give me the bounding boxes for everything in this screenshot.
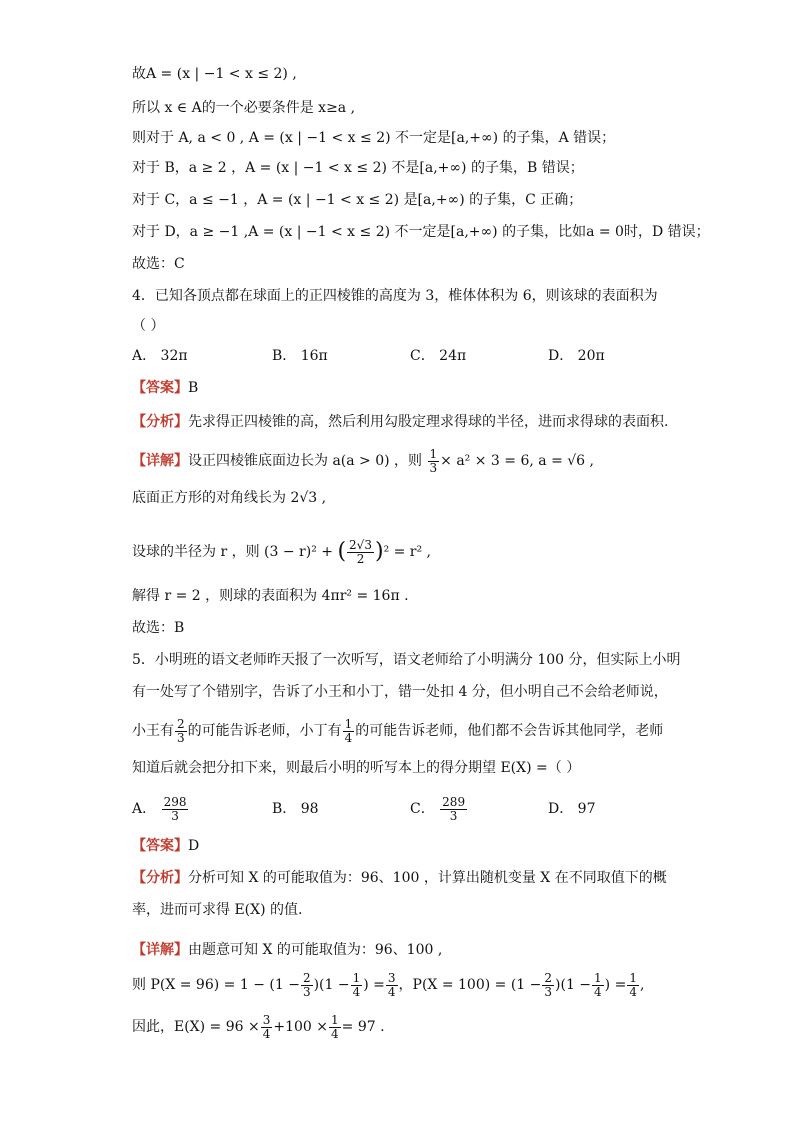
analysis-tag: 【分析】 bbox=[132, 870, 188, 886]
text-line: 故A = (x | −1 < x ≤ 2) , bbox=[132, 66, 297, 82]
detail-line bbox=[132, 940, 442, 960]
fraction bbox=[347, 539, 374, 566]
answer-line bbox=[132, 378, 198, 398]
fraction bbox=[440, 796, 467, 823]
fraction-numerator: 289 bbox=[442, 794, 466, 809]
fraction-denominator: 2 bbox=[356, 551, 365, 566]
math-text: , bbox=[639, 977, 645, 993]
math-text: )(1 − bbox=[555, 977, 592, 993]
fraction-denominator: 4 bbox=[262, 1026, 271, 1041]
text-line: 对于 C，a ≤ −1 ，A = (x | −1 < x ≤ 2) 是[a,+∞) 的子集，C 正确； bbox=[132, 192, 583, 208]
detail-text: × a² × 3 = 6, a = √6 , bbox=[440, 453, 594, 469]
answer-value: D bbox=[188, 838, 200, 854]
text-line: 故选：C bbox=[132, 256, 185, 272]
math-text: ，P(X = 100) = (1 − bbox=[398, 977, 542, 993]
detail-line bbox=[132, 446, 594, 476]
text-line: 故选：B bbox=[132, 620, 185, 636]
option-d: D． 97 bbox=[548, 801, 596, 817]
fraction bbox=[627, 972, 639, 999]
fraction-numerator: 1 bbox=[429, 446, 438, 461]
analysis-text: 先求得正四棱锥的高，然后利用勾股定理求得球的半径，进而求得球的表面积. bbox=[188, 414, 669, 430]
stem-text: 的可能告诉老师，他们都不会告诉其他同学，老师 bbox=[355, 723, 664, 739]
fraction-numerator: 2 bbox=[544, 970, 553, 985]
fraction-denominator: 3 bbox=[449, 808, 458, 823]
fraction-denominator: 3 bbox=[544, 984, 553, 999]
fraction-denominator: 4 bbox=[629, 984, 637, 999]
fraction-denominator: 3 bbox=[302, 984, 311, 999]
question-5-stem: 知道后就会把分扣下来，则最后小明的听写本上的得分期望 E(X) =（ ） bbox=[132, 760, 581, 776]
option-label: C． bbox=[410, 801, 435, 817]
fraction-denominator: 3 bbox=[171, 808, 179, 823]
fraction bbox=[329, 1014, 341, 1041]
fraction-denominator: 4 bbox=[594, 984, 602, 999]
fraction-numerator: 2 bbox=[177, 716, 185, 731]
option-d: D． 20π bbox=[548, 348, 605, 364]
text-line: 率，进而可求得 E(X) 的值. bbox=[132, 902, 303, 918]
question-5-stem: 5．小明班的语文老师昨天报了一次听写，语文老师给了小明满分 100 分，但实际上小明 bbox=[132, 652, 681, 668]
fraction-numerator: 1 bbox=[629, 970, 637, 985]
text-line: 底面正方形的对角线长为 2√3 , bbox=[132, 490, 327, 506]
fraction bbox=[175, 718, 187, 745]
paren-close: ) bbox=[374, 539, 384, 564]
radius-text: 设球的半径为 r ，则 (3 − r)² + bbox=[132, 544, 333, 560]
question-5-stem: 有一处写了个错别字，告诉了小王和小丁，错一处扣 4 分，但小明自己不会给老师说， bbox=[132, 684, 668, 700]
expectation-line bbox=[132, 1010, 385, 1044]
text-line: 所以 x ∈ A的一个必要条件是 x≥a , bbox=[132, 100, 356, 116]
question-4-stem: 4．已知各顶点都在球面上的正四棱锥的高度为 3，椎体体积为 6，则该球的表面积为 bbox=[132, 288, 658, 304]
math-text: 因此，E(X) = 96 × bbox=[132, 1019, 260, 1035]
answer-line bbox=[132, 836, 199, 856]
fraction-numerator: 3 bbox=[262, 1012, 271, 1027]
radius-line bbox=[132, 532, 431, 572]
fraction bbox=[162, 796, 189, 823]
paren-open: ( bbox=[337, 539, 347, 564]
fraction bbox=[351, 972, 363, 999]
fraction-numerator: 1 bbox=[344, 716, 353, 731]
fraction bbox=[261, 1014, 273, 1041]
fraction bbox=[592, 972, 604, 999]
fraction-numerator: 298 bbox=[163, 794, 187, 809]
detail-text: 设正四棱锥底面边长为 a(a > 0) ，则 bbox=[188, 453, 423, 469]
answer-tag: 【答案】 bbox=[132, 838, 188, 854]
math-text: )(1 − bbox=[313, 977, 350, 993]
fraction-denominator: 4 bbox=[387, 984, 396, 999]
fraction-numerator: 1 bbox=[352, 970, 361, 985]
fraction-numerator: 2 bbox=[302, 970, 311, 985]
analysis-line bbox=[132, 868, 667, 888]
detail-tag: 【详解】 bbox=[132, 453, 188, 469]
option-b: B． 16π bbox=[272, 348, 328, 364]
radius-text: ² = r² , bbox=[383, 544, 432, 560]
fraction-numerator: 1 bbox=[331, 1012, 339, 1027]
fraction bbox=[428, 448, 440, 475]
answer-paren: （ ） bbox=[132, 318, 165, 334]
text-line: 对于 D，a ≥ −1 ,A = (x | −1 < x ≤ 2) 不一定是[a,+∞) 的子集，比如a = 0时，D 错误； bbox=[132, 224, 710, 240]
fraction-denominator: 3 bbox=[177, 730, 185, 745]
fraction bbox=[301, 972, 313, 999]
option-a: A． 32π bbox=[132, 348, 188, 364]
fraction-numerator: 2√3 bbox=[349, 537, 372, 552]
fraction-denominator: 4 bbox=[352, 984, 361, 999]
stem-text: 小王有 bbox=[132, 723, 174, 739]
analysis-line bbox=[132, 412, 668, 432]
math-text: ) = bbox=[363, 977, 385, 993]
math-text: ) = bbox=[604, 977, 627, 993]
fraction-numerator: 1 bbox=[594, 970, 602, 985]
text-line: 则对于 A, a < 0 , A = (x | −1 < x ≤ 2) 不一定是[a,+∞) 的子集，A 错误； bbox=[132, 130, 616, 146]
answer-tag: 【答案】 bbox=[132, 380, 188, 396]
detail-text: 由题意可知 X 的可能取值为：96、100 , bbox=[188, 942, 443, 958]
option-a bbox=[132, 792, 189, 826]
probability-line bbox=[132, 968, 644, 1002]
option-c bbox=[410, 792, 468, 826]
math-text: = 97 . bbox=[341, 1019, 385, 1035]
text-line: 对于 B，a ≥ 2 ，A = (x | −1 < x ≤ 2) 不是[a,+∞) 的子集，B 错误； bbox=[132, 160, 584, 176]
fraction-denominator: 3 bbox=[429, 460, 438, 475]
analysis-text: 分析可知 X 的可能取值为：96、100 ，计算出随机变量 X 在不同取值下的概 bbox=[188, 870, 667, 886]
option-label: A． bbox=[132, 801, 157, 817]
detail-tag: 【详解】 bbox=[132, 942, 188, 958]
fraction-denominator: 4 bbox=[344, 730, 353, 745]
math-text: 则 P(X = 96) = 1 − (1 − bbox=[132, 977, 300, 993]
question-5-stem bbox=[132, 714, 663, 748]
text-line: 解得 r = 2 ，则球的表面积为 4πr² = 16π . bbox=[132, 588, 409, 604]
fraction bbox=[542, 972, 554, 999]
fraction-numerator: 3 bbox=[387, 970, 396, 985]
fraction-denominator: 4 bbox=[331, 1026, 339, 1041]
fraction bbox=[386, 972, 398, 999]
fraction bbox=[343, 718, 355, 745]
math-text: +100 × bbox=[273, 1019, 329, 1035]
option-c: C． 24π bbox=[410, 348, 467, 364]
option-b: B． 98 bbox=[272, 801, 319, 817]
stem-text: 的可能告诉老师，小丁有 bbox=[187, 723, 342, 739]
answer-value: B bbox=[188, 380, 199, 396]
analysis-tag: 【分析】 bbox=[132, 414, 188, 430]
